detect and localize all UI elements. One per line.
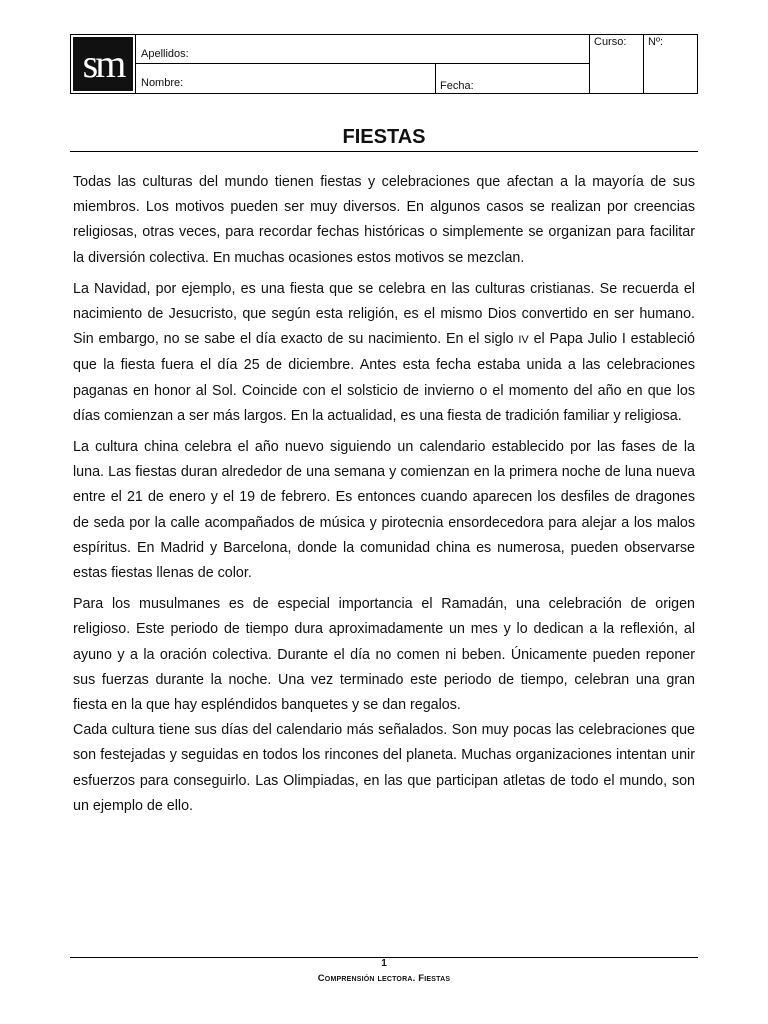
- fecha-field-label: Fecha:: [440, 80, 474, 92]
- title-underline: [70, 151, 698, 152]
- roman-numeral: IV: [518, 334, 529, 347]
- divider: [589, 35, 590, 93]
- divider: [435, 63, 436, 93]
- paragraph-ramadan: Para los musulmanes es de especial importancia el Ramadán, una celebración de origen religioso. Este periodo de tiempo dura aproximadamente un mes y lo dedican a la reflexión, al ayuno y a la oración colectiva. Durante el día no comen ni beben. Únicamente pueden reponer sus fuerzas durante la noche. Una vez terminado este periodo de tiempo, celebran una gran fiesta en la que hay espléndidos banquetes y se dan regalos.: [73, 596, 695, 714]
- divider: [643, 35, 644, 93]
- reading-text: [73, 170, 695, 825]
- numero-field-label: Nº:: [648, 36, 664, 48]
- paragraph-navidad: La Navidad, por ejemplo, es una fiesta que se celebra en las culturas cristianas. Se recuerda el nacimiento de Jesucristo, que según esta religión, es el mismo Dios convertido en ser humano. Sin embargo, no se sabe el día exacto de su nacimiento. En el siglo IV el Papa Julio I estableció que la fiesta fuera el día 25 de diciembre. Antes esta fecha estaba unida a las celebraciones paganas en honor al Sol. Coincide con el solsticio de invierno o el momento del año en que los días comienzan a ser más largos. En la actualidad, es una fiesta de tradición familiar y religiosa.: [73, 280, 695, 424]
- nombre-field-label: Nombre:: [141, 77, 184, 89]
- paragraph-china: La cultura china celebra el año nuevo siguiendo un calendario establecido por las fases de la luna. Las fiestas duran alrededor de una semana y comienzan en la primera noche de luna nueva entre el 21 de enero y el 19 de febrero. Es entonces cuando aparecen los desfiles de dragones de seda por la calle acompañados de música y pirotecnia ensordecedora para alejar a los malos espíritus. En Madrid y Barcelona, donde la comunidad china es numerosa, pueden observarse estas fiestas llenas de color.: [73, 439, 695, 582]
- paragraph-conclusion: Cada cultura tiene sus días del calendario más señalados. Son muy pocas las celebraciones que son festejadas y seguidas en todos los rincones del planeta. Muchas organizaciones intentan unir esfuerzos para conseguirlo. Las Olimpiadas, en las que participan atletas de todo el mundo, son un ejemplo de ello.: [73, 722, 695, 814]
- page-number: 1: [381, 958, 387, 969]
- sm-logo: sm: [73, 37, 133, 91]
- curso-field-label: Curso:: [594, 36, 627, 48]
- footer-title: Comprensión lectora. Fiestas: [317, 973, 451, 984]
- divider: [135, 35, 136, 93]
- page-title: FIESTAS: [342, 126, 426, 148]
- header-form: [70, 34, 698, 94]
- divider: [135, 63, 589, 64]
- apellidos-field-label: Apellidos:: [141, 48, 189, 60]
- paragraph-intro: Todas las culturas del mundo tienen fiestas y celebraciones que afectan a la mayoría de sus miembros. Los motivos pueden ser muy diversos. En algunos casos se realizan por creencias religiosas, otras veces, para recordar fechas históricas o simplemente se organizan para facilitar la diversión colectiva. En muchas ocasiones estos motivos se mezclan.: [73, 174, 695, 266]
